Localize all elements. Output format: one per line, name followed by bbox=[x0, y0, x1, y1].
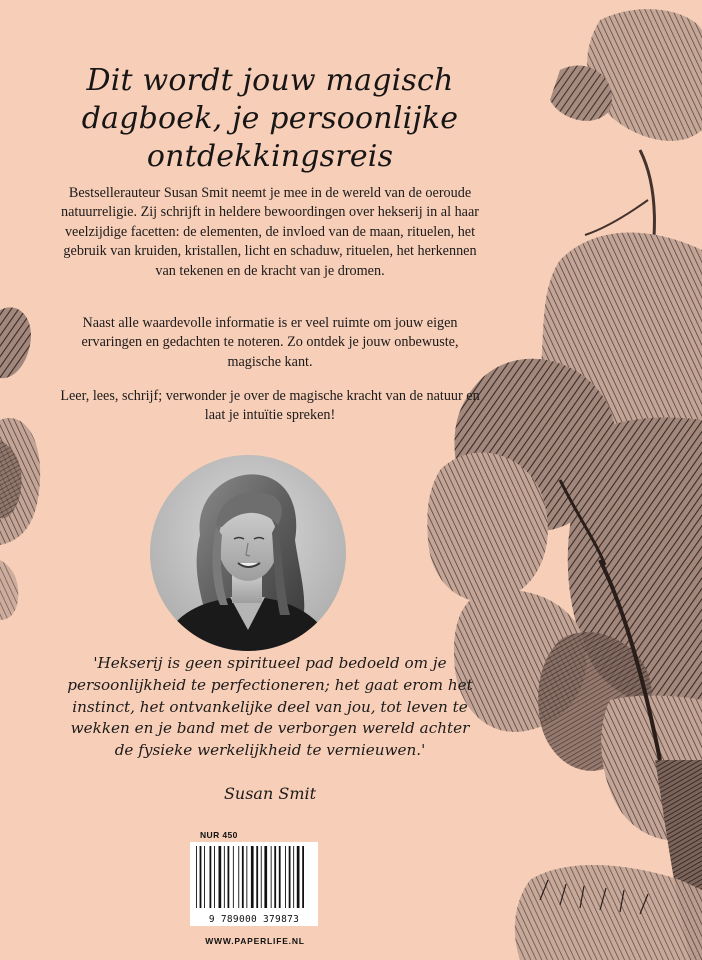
barcode-bar bbox=[210, 846, 212, 908]
barcode-bar bbox=[214, 846, 215, 908]
isbn-barcode bbox=[190, 842, 318, 926]
barcode-bar bbox=[228, 846, 230, 908]
barcode-bar bbox=[293, 846, 294, 908]
barcode-bar bbox=[251, 846, 254, 908]
quote-author: Susan Smit bbox=[223, 784, 317, 803]
closing-paragraph: Leer, lees, schrijf; verwonder je over de magische kracht van de natuur en laat je intuïtie spreken! bbox=[60, 388, 480, 424]
barcode-bars bbox=[190, 842, 318, 914]
barcode-bar bbox=[196, 846, 197, 908]
intro-paragraph: Bestsellerauteur Susan Smit neemt je mee in de wereld van de oeroude natuurreligie. Zij schrijft in heldere bewoordingen over hekserij in al haar veelzijdige facetten: de elementen, de invloed van de maan, rituelen, het gebruik van kruiden, kristallen, licht en schaduw, rituelen, het herkennen van tekenen en de kracht van je dromen. bbox=[61, 185, 479, 279]
barcode-bar bbox=[279, 846, 281, 908]
barcode-bar bbox=[242, 846, 244, 908]
barcode-bar bbox=[302, 846, 304, 908]
barcode-bar bbox=[297, 846, 300, 908]
author-portrait bbox=[150, 455, 346, 651]
publisher-website: WWW.PAPERLIFE.NL bbox=[205, 936, 305, 946]
barcode-bar bbox=[246, 846, 247, 908]
barcode-bar bbox=[200, 846, 202, 908]
journal-paragraph: Naast alle waardevolle informatie is er veel ruimte om jouw eigen ervaringen en gedachten te noteren. Zo ontdek je jouw onbewuste, magische kant. bbox=[81, 315, 459, 370]
barcode-bar bbox=[285, 846, 286, 908]
barcode-bar bbox=[204, 846, 205, 908]
barcode-bar bbox=[256, 846, 258, 908]
nur-code: NUR 450 bbox=[200, 830, 238, 840]
isbn-number: 9 789000 379873 bbox=[208, 914, 300, 925]
barcode-bar bbox=[271, 846, 272, 908]
barcode-bar bbox=[238, 846, 239, 908]
headline: Dit wordt jouw magisch dagboek, je persoonlijke ontdekkingsreis bbox=[81, 63, 459, 174]
barcode-bar bbox=[264, 846, 267, 908]
barcode-bar bbox=[219, 846, 222, 908]
barcode-bar bbox=[233, 846, 234, 908]
barcode-bar bbox=[289, 846, 291, 908]
barcode-bar bbox=[261, 846, 262, 908]
barcode-bar bbox=[274, 846, 276, 908]
barcode-bar bbox=[224, 846, 225, 908]
author-quote: 'Hekserij is geen spiritueel pad bedoeld om je persoonlijkheid te perfectioneren; het gaat erom het instinct, het ontvankelijke deel van jou, tot leven te wekken en je band met de verborgen wereld achter de fysieke werkelijkheid te vernieuwen.' bbox=[67, 654, 473, 760]
